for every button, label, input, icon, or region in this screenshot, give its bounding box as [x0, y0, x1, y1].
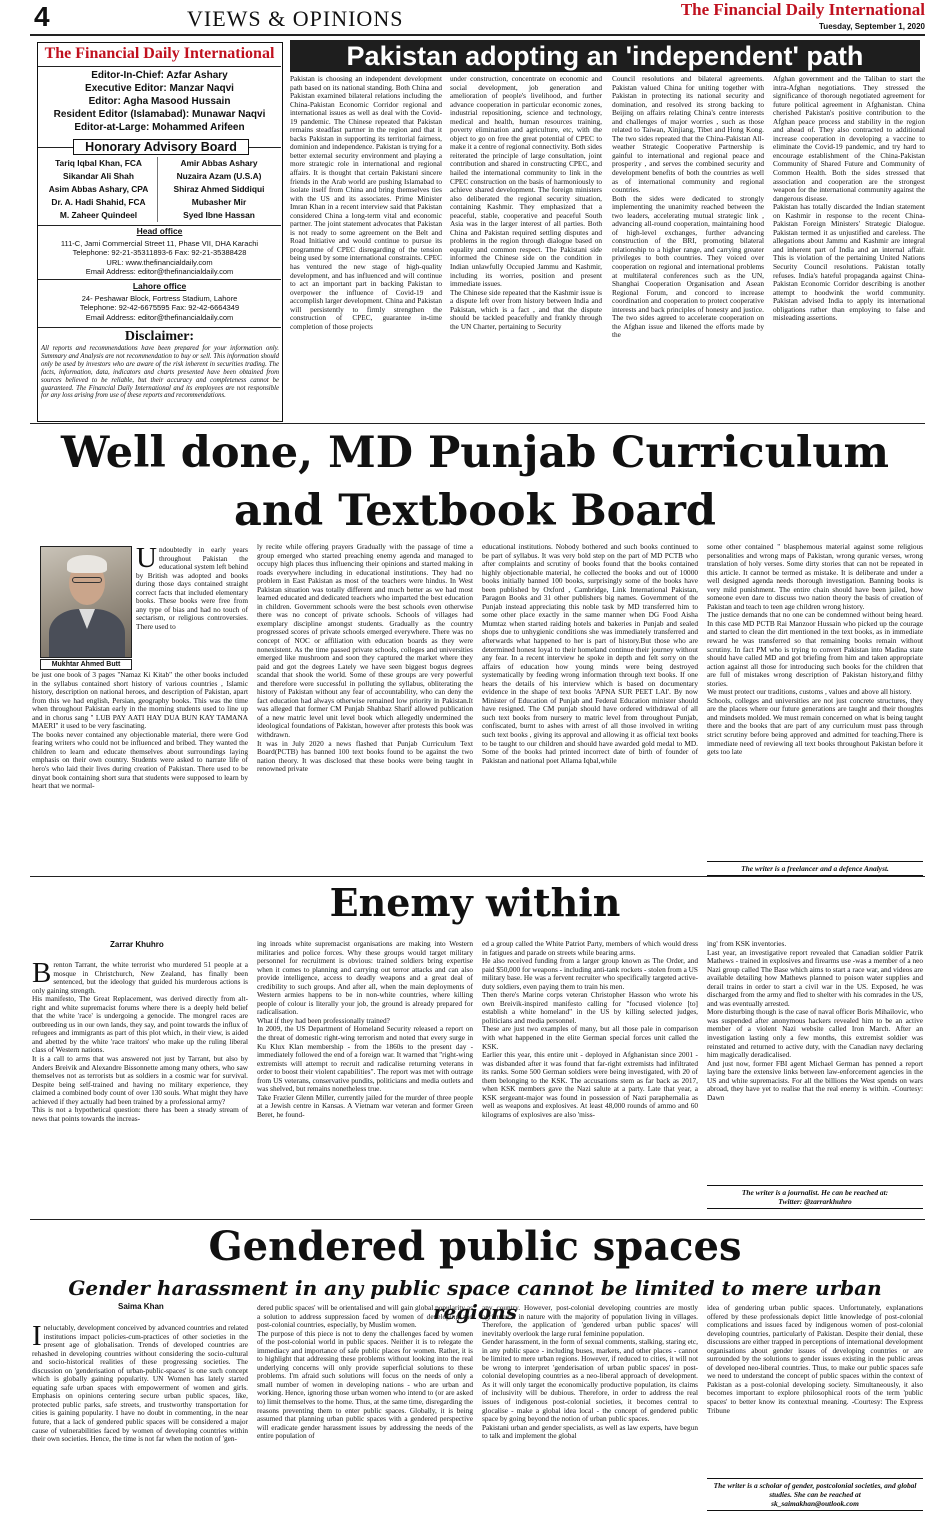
article4-column-3: any country. However, post-colonial developing countries are mostly agricultural in nature with the majority of population living in villages. Therefore, the application of 'gendered urban public spaces' will inevitably overlook the large rural feminine population. Gender harassment, in the form of sexual comments, stalking, staring etc, in any public space - including buses, markets, and other places - cannot be limited to mere urban regions. However, if reduced to cities, it will not be wrong to interpret 'genderisation of urban public spaces' in post-colonial developing countries as a neo-liberal approach of development. As it will only target the economically productive population, its claims of inclusivity will be dubious. Therefore, in order to address the real issues of indigenous post-colonial societies, it becomes central to glocalise - make a global idea local - the concept of gendered public space by going beyond the notion of urban public spaces. Pakistani urban and gender specialists, as well as law experts, have begun to talk and implement the global [482, 1304, 698, 1441]
staff-line: Resident Editor (Islamabad): Munawar Naqvi [53, 109, 266, 120]
lahore-office-title: Lahore office [132, 281, 187, 291]
editorial-paper-name: The Financial Daily International [44, 45, 275, 62]
masthead-date: Tuesday, September 1, 2020 [819, 22, 925, 31]
editorial-divider [38, 66, 281, 67]
article4-column-4: idea of gendering urban public spaces. Unfortunately, explanations offered by these professionals depict little knowledge of post-colonial complications and issues faced by indigenous women of post-colonial developing countries, particularly of Pakistan. Despite their denial, these discussions are either trapped in perceptions of international development organisations about gender issues of developing countries or are surrounded by the solutions to gender issues existing in the public areas of developed neo-liberal countries. Thus, to make our public spaces safe we need to understand the concept of public spaces within the context of Pakistan as a post-colonial developing society. Simultaneously, it also becomes important to explore philosophical roots of the term 'public spaces' to better know its contextual meaning. -Courtesy: The Express Tribune [707, 1304, 923, 1415]
article2-column-1: be just one book of 3 pages "Namaz Ki Kitab" the other books included in the syllabus contained short history of various countries , Islamic history, description on national heroes, and description of Pakistan, apart from this we had english, Persian, geography books. This was the time when throughout Pakistan early in the morning students used to line up and in chorus sang " LUB PAY AATI HAY DUA BUN KAY TAMANA MAERI" it used to be very fascinating. The books never contained any objectionable material, there were God fearing writers who could not be influenced and bribed. They wanted the children to learn and educate themselves about surroundings laying emphasis on their own country. Students were asked to narrate life of hero's who laid their lives during creation of Pakistan. There used to be dinyat book containing short sura that students were supposed to learn by heart that we normal- [32, 671, 248, 791]
lahore-divider [38, 279, 281, 280]
article2-column-4: some other contained " blasphemous material against some religious personalities and wrong maps of Pakistan, wrong quranic verses, wrong translation of holy verses. Some dirty stories that can not be repeated in this article. It cannot be termed as mistake. It is deliberate and under a well designed agenda needs thorough investigation. Banning books is very mild punishment. The entire chain should have been jailed, how someone even dare to discuss two nation theory the basis of creation of Pakistan and teach to teen age children wrong history. The justice demands that no one can be condemned without being heard. In this case MD PCTB Rai Manzoor Hussain who picked up the courage and started to clean the dirt mentioned in the text books, as in immediate reward he was transferred so that remaining books remain without scrutiny. In fact PM who is trying to convert Pakistan into Madina state should have called MD and got briefing from him and taken appropriate action against all those for introducing such books for the children that are full of mistakes wrong description of Pakistan history,and filthy stories. We must protect our traditions, customs , values and above all history. Schools, colleges and universities are not just concrete structures, they are the places where our future generations are taught and their thoughts and mindsets molded. We must remain concerned on what is being taught there and the books that are part of any curriculum must pass through strict scrutiny before being approved and admitted for teaching.There is immediate need of reviewing all text books throughout Pakistan before it gets too late [707, 543, 923, 757]
article3-column-1-text: the ideology that guided his murderous actions is only gaining strength. His manifesto, The Great Replacement, was derived directly from alt-right and white supremacist forums where there is a deeply held belief that the white 'race' is undergoing a genocide. The mongrel races are outbreeding us in our own lands, they say, and point towards the influx of refugees and immigrants as part of this plot which, in their view, is aided and abetted by the white 'race traitors' who make up the ruling liberal class of Western nations. It is a call to arms that was answered not just by Tarrant, but also by Anders Breivik and Alexandre Bissonnette among many others, who saw themselves not as terrorists but as soldiers in a cosmic war for survival. Despite being self-trained and having no military experience, they claimed a combined body count of over 130 souls. What might they have achieved if they actually had been trained by a professional army? This is not a hypothetical question: there has been a steady stream of news that points towards the increas- [32, 977, 248, 1123]
article1-column-4: Afghan government and the Taliban to start the intra-Afghan negotiations. They stressed the significance of thorough negotiated agreement for future political agreement in Afghanistan. China cherished Pakistan's positive contribution to the Afghan peace process and stability in the region and ahead of. They also contracted to additional increase cooperation in developing a vaccine to eliminate the Covid-19 pandemic, and try hard to encourage establishment of the China-Pakistan Community of Shared Future and Community of Common Health. Both the sides stressed that association and cooperation are the strongest weapon for the international community against the dangerous disease. Pakistan has totally discarded the Indian statement on Kashmir in response to the recent China-Pakistan Foreign Ministers' Strategic Dialogue. Pakistan termed it as unjustified and careless. The allegations about Jammu and Kashmir are integral and inherent part of India and an internal affair. This is violation of the pertaining United Nations Security Council resolutions. Pakistan totally refuses. India's hateful propaganda against China-Pakistan Economic Corridor describing is another attempt to hoodwink the world community. Pakistan advised India to apply its international obligations rather than employing to false and misleading assertions. [773, 75, 925, 323]
article2-column-3: educational institutions. Nobody bothered and such books continued to be part of syllabus. It was very bold step on the part of MD PCTB who after complaints and scrutiny of books found that the books contained highly objectionable material, he collected the books and out of 10000 books initially banned 100 books, surprisingly some of the books have been published by Oxford , Cambridge, Link International Pakistan, Paragon Books and 31 other publishers big names. Government of the Punjab instead appreciating this noble task by MD transferred him to some other place exactly in the same manner when DG Food Aisha Mumtaz when started raiding hotels and bakeries in Punjab and sealed shops due to unhygienic conditions she was immediately transferred and afterwards what happened to her is part of history.But those who are determined honest loyal to their homeland continue their journey without any fear. In a recent interview he spoke in depth and felt sorry on the affairs of education how young minds were being destroyed systematically by feeding wrong information through text books. If one hears the details of his interview which is based on documentary evidence in the shape of text books 'APNA SUR PEET LAI'. By now Minister of Education of Punjab and Federal Education minister should have resigned. The CM punjab should have ordered withdrawal of all such text books from nursery to matric level from throughout Punjab, confiscated, burnt to ashes with arrest of all those involved in writing such text books , giving its approval and allowing it as official text books to be taught to our children and should have awarded gold medal to MD. Some of the books had printed incorrect date of birth of founder of Pakistan and national poet Allama Iqbal,while [482, 543, 698, 765]
disclaimer-divider [38, 327, 281, 328]
article4-column-1-text: of globalisation. Trends of developed countries are rehashed in developing countries without considering the socio-cultural and socio-historical realities of these progressing societies. The discussion on 'genderisation of urban-public-spaces' is one such concept which is globally gaining popularity. UN Women has lately started equating safe urban spaces with empowerment of women and girls. Emphasis on opinions centering secure urban public spaces, like, protected public parks, safe streets, and trustworthy transportation for cities is gaining popularity. I have no doubt in commenting, in the near future, that a lack of gendered public spaces will be considered a major cause of vulnerabilities faced by women of developing countries within their own societies. Hence, the time is not far when the notion of 'gen- [32, 1340, 248, 1444]
article3-headline: Enemy within [329, 880, 621, 925]
section-divider [30, 876, 925, 877]
article4-byline: Saima Khan [118, 1302, 164, 1311]
dropcap: B [32, 961, 52, 989]
article2-column-2: ly recite while offering prayers Gradually with the passage of time a group emerged who started preaching enemy agenda and managed to occupy high places thus influencing their opinions and started making in roads everywhere including in educational institutions. They had no problem in East Pakistan as most of the teachers were hindus. In West Pakistan situation was totally different and much better as we had most learned educated and dedicated teachers who imparted the best education in children. Government schools were the best schools even otherwise there was no concept of private schools. Schools of villages had exemplary discipline amongst students. Gradually as the country progressed scores of private schools emerged everywhere. There was no concept of NOC or affiliation with education boards as they were nonexistent. As the time passed private schools, colleges and universities emerged like mushroom and soon they captured the market where they paid and got the degrees Lately we have seen biggest bogus degrees scandal that shook the world. Some of these groups are very powerful and therefore were successful in polluting the syllabus, obliterating the history of Pakistan without any fear of accountability, who can deny the fact education had always otherwise remained low priority in Pakistan.It was alleged that former CM Punjab Shahbaz Sharif allowed publication of a new matric level unit level book which allegedly undermined the ideological foundations of Pakistan, however after protests this book was withdrawn. It was in July 2020 a news flashed that Punjab Curriculum Text Board(PCTB) has banned 100 text books found to be against the two nation theory. It was disclosed that these books were being taught in renowned private [257, 543, 473, 774]
masthead-paper-name: The Financial Daily International [680, 0, 925, 19]
head-office-title: Head office [136, 226, 183, 236]
disclaimer-text: All reports and recommendations have been prepared for your information only. Summary and Analysis are not recommendation to buy or sell. This information should only be used by investors who are aware of the risk inherent in securities trading. The facts, information, data, indicators and charts presented have been obtained from sources believed to be reliable, but their accuracy and completeness cannot be guaranteed. The Financial Daily International and its employees are not responsible for any loss arising from use of these reports and recommendations. [41, 345, 279, 400]
article4-column-2: dered public spaces' will be orientalised and will gain global popularity as a solution to address suppression faced by women of developing and post-colonial countries, especially, by Muslim women. The purpose of this piece is not to deny the challenges faced by women of the post-colonial world in public spaces. Neither it is to relegate the immediacy and importance of safe public places for women. Rather, it is to highlight that addressing these problems without looking into the real underlying concerns will only provide superficial solutions to these problems. I'm afraid such solutions will focus on the needs of only a small number of women in developing nations - who are urban and working. Hence, ignoring those urban women who intend to (or are asked to) limit themselves to the home. Thus, at the same time, disregarding the reasons preventing them to enter public spaces. Globally, it is being assumed that planning urban public spaces with a gendered perspective will eradicate gender harassment issues by addressing the needs of the entire population of [257, 1304, 473, 1441]
article1-column-3: Council resolutions and bilateral agreements. Pakistan valued China for uniting together with Pakistan in protecting its national security and domination, and resolved its strong backing to Beijing on affairs relating China's centre interests and challenges of major worries , such as those related to Taiwan, Xinjiang, Tibet and Hong Kong. The two sides repeated that the China-Pakistan All-weather Strategic Cooperative Partnership is gainful to international and regional peace and prosperity , and serves the combined security and development benefits of both the countries as well as of international community and regional countries. Both the sides were dedicated to strongly implementing the unanimity reached between the two leaders, accelerating mutual strategic link , advancing all-round cooperation, maintaining hood of high-level exchanges, further advancing construction of the BRI, promoting bilateral relationship to a higher range, and carrying greater privileges to both countries. They voiced over cooperation on regional and international problems at multilateral conferences such as the UN, Shanghai Cooperation Organisation and Asean Regional Forum, and concord to increase coordination and cooperation to protect cooperative interests and back principles of honesty and justice. The two sides agreed to accelerate cooperation on the Afghan issue and likened the efforts made by the [612, 75, 764, 340]
photo-glasses [72, 577, 102, 583]
article3-byline: Zarrar Khuhro [110, 940, 164, 949]
section-divider [30, 1219, 925, 1220]
article2-intro-text: ndoubtedly in early years throughout Pakistan the educational system left behind by British was adopted and books during those days contained straight correct facts that included elementary books. These books were free from any type of bias and had no touch of sectarism, or religious controversies. There used to [136, 546, 248, 631]
article2-headline: Well done, MD Punjab Curriculum and Textbook Board [61, 428, 889, 536]
editorial-info-box [37, 42, 283, 422]
article3-author-note: The writer is a journalist. He can be reached at: Twitter: @zarrarkhuhro [707, 1185, 923, 1209]
disclaimer-title: Disclaimer: [124, 329, 195, 344]
advisory-left-list: Tariq Iqbal Khan, FCA Sikandar Ali Shah Asim Abbas Ashary, CPA Dr. A. Hadi Shahid, FCA M. Zaheer Quindeel [40, 157, 158, 222]
staff-line: Editor-In-Chief: Azfar Ashary [91, 70, 228, 81]
staff-line: Editor-at-Large: Mohammed Arifeen [74, 122, 245, 133]
advisory-right-list: Amir Abbas Ashary Nuzaira Azam (U.S.A) Shiraz Ahmed Siddiqui Mubasher Mir Syed Ibne Hassan [173, 158, 265, 220]
article3-column-4: ing' from KSK inventories. Last year, an investigative report revealed that Canadian soldier Patrik Mathews - trained in explosives and firearms use -was a member of a neo Nazi group called The Base which aims to start a race war, and videos are available detailing how Mathews planned to poison water supplies and derail trains in order to start a civil war in the US. Exposed, he was discharged from the army and fled to shelter with his comrades in the US, and was eventually arrested. More disturbing though is the case of naval officer Boris Mihailovic, who was suspended after anonymous hackers revealed him to be an active member of a violent Nazi website called Iron March. After an investigation lasting only a few months, this extremist soldier was reinstated and returned to active duty, with the Canadian navy declaring him magically deradicalised. And just now, former FBI agent Michael German has penned a report laying bare the extensive links between law-enforcement agencies in the US and white supremacists. For all the billions the West spends on wars abroad, they have yet to realise that the real enemy is within. -Courtesy: Dawn [707, 940, 923, 1102]
article2-author-note: The writer is a freelancer and a defence Analyst. [707, 861, 923, 876]
author-photo-caption: Mukhtar Ahmed Butt [40, 659, 132, 670]
lahore-office-address: 24- Peshawar Block, Fortress Stadium, Lahore Telephone: 92-42-6675595 Fax: 92-42-6664349 Email Address: editor@thefinancialdaily.com [79, 294, 240, 322]
article3-column-1 [32, 961, 248, 1213]
article4-intro-text: neluctably, development conceived by advanced countries and related institutions impact policies-cum-practices of other societies in the present age [43, 1324, 248, 1350]
author-photo [40, 546, 132, 658]
article2-intro [136, 546, 248, 670]
article3-intro-text: renton Tarrant, the white terrorist who murdered 51 people at a mosque in Christchurch, New Zealand, has finally been sentenced, but [53, 961, 248, 987]
head-office-address: 111-C, Jami Commercial Street 11, Phase VII, DHA Karachi Telephone: 92-21-35311893-6 Fax: 92-21-35388428 URL: www.thefinancialdaily.com Email Address: editor@thefinancialdaily.com [60, 239, 259, 276]
photo-hair [67, 555, 107, 573]
staff-line: Executive Editor: Manzar Naqvi [85, 83, 234, 94]
dropcap: U [136, 546, 157, 574]
masthead-rule [30, 34, 925, 36]
article1-column-1: Pakistan is choosing an independent development path based on its national standing. Both China and Pakistan examined bilateral relations including the China-Pakistan Economic Corridor regional and international issues as well as deal with the Covid-19 pandemic. The Chinese repeated that Pakistan remains steadfast partner in the region and that it backs Pakistan in supporting its territorial fairness, dominion and independence. Pakistan is trying for a better external security environment and playing a more strategic role in international and regional affairs. It is thought that certain Pakistani sincere friends in the Arab world are pushing Islamabad to isolate itself from China and bring themselves ties with the US and its associates. Prime Minister Imran Khan in a recent interview said that Pakistan considered China a long-term vital and economic partner. The joint statement advocates that Pakistan is not ready to some agreement on the Belt and Road Initiative and would continue to pursue its programme of CPEC disregarding of the tension being used by some international constraints. CPEC has ventured the new stage of high-quality development, and has influenced and will continue to act an important part in backing Pakistan to overpower the influence of Covid-19 and accomplish larger development. China and Pakistan will persistently to firmly strengthen the construction of CPEC, guarantee in-time completion of those projects [290, 75, 442, 331]
dropcap: I [32, 1324, 42, 1352]
article1-column-2: under construction, concentrate on economic and social development, job generation and amelioration of people's livelihood, and further advance cooperation in particular economic zones, industrial repositioning, science and technology, medical and health, human resources training, poverty elimination and agriculture, etc, with the object to go on free the great potential of CPEC to make it a centre of regional connectivity. Both sides reiterated the principle of large consultation, joint contribution and shared in constructing CPEC, and hailed the international community to link in the CPEC construction on the basis of harmoniously to achieve shared development. The foreign ministers also deliberated the regional security situation, containing Kashmir. They emphasized that a peaceful, stable, cooperative and peaceful South Asia was in the larger interest of all parties. Both China and Pakistan required settling disputes and problems in the region through dialogue based on equality and common respect. The Pakistani side informed the Chinese side on the condition in Indian unlawfully Occupied Jammu and Kashmir, including its worries, position and present immediate issues. The Chinese side repeated that the Kashmir issue is a dispute left over from history between India and Pakistan, which is a fact , and that the dispute should be tackled peacefully and frankly through the UN Charter, pertaining to Security [450, 75, 602, 331]
staff-line: Editor: Agha Masood Hussain [88, 96, 231, 107]
article4-headline: Gendered public spaces [208, 1223, 742, 1270]
article3-column-2: ing inroads white supremacist organisations are making into Western militaries and police forces. Why these groups would target military personnel for recruitment is obvious: trained soldiers bring expertise when it comes to planning and carrying out terror attacks and can also provide intelligence, access to deadly weapons and a great deal of credibility to such groups. And after all, when the main deployments of Western armies happens to be in non-white countries, where killing people of colour is literally your job, the ground is already prepared for radicalisation. What if they had been professionally trained? In 2009, the US Department of Homeland Security released a report on the threat of domestic right-wing terrorism and noted that every surge in Ku Klux Klan membership - from the 1860s to the present day - immediately followed the end of a foreign war. It warned that "right-wing extremists will attempt to recruit and radicalise returning veterans in order to boost their violent capabilities". The report was met with outrage from US veterans, conservative pundits, politicians and media outlets and was shelved, but remains nonetheless true. Take Frazier Glenn Miller, currently jailed for the murder of three people at a Jewish centre in Kansas. A Vietnam war veteran and former Green Beret, he found- [257, 940, 473, 1119]
article4-subheadline: Gender harassment in any public space cannot be limited to mere urban regions [68, 1276, 882, 1324]
page-number: 4 [34, 1, 50, 32]
advisory-board-title: Honorary Advisory Board [73, 139, 249, 155]
article3-column-3: ed a group called the White Patriot Party, members of which would dress in fatigues and parade on streets while bearing arms. He also received funding from a larger group known as The Order, and paid $50,000 for weapons - including anti-tank rockets - stolen from a US military base. He was a fervent recruiter who specifically targeted active-duty soldiers, even paying them to train his men. Then there's Marine corps veteran Christopher Hasson who wrote his own Breivik-inspired manifesto calling for "focused violence [to] establish a white homeland" in the US by killing selected judges, politicians and media personnel. These are just two examples of many, but all those pale in comparison with what happened in the elite German special forces unit called the KSK. Earlier this year, this entire unit - deployed in Afghanistan since 2001 - was disbanded after it was found that far-right extremists had infiltrated its ranks. Some 500 German soldiers were being investigated, with 20 of them belonging to the KSK. The accusations stem as far back as 2017, when KSK members gave the Nazi salute at a party. Late that year, a KSK sergeant-major was found in possession of Nazi paraphernalia as well as weapons and explosives. At least 48,000 rounds of ammo and 60 kilograms of explosives are also 'miss- [482, 940, 698, 1119]
section-title: VIEWS & OPINIONS [187, 6, 404, 31]
article4-author-note: The writer is a scholar of gender, postcolonial societies, and global studies. She can be reached at sk_saimakhan@outlook.com [707, 1478, 923, 1511]
article4-column-1 [32, 1324, 248, 1522]
article1-headline: Pakistan adopting an 'independent' path [346, 41, 864, 71]
